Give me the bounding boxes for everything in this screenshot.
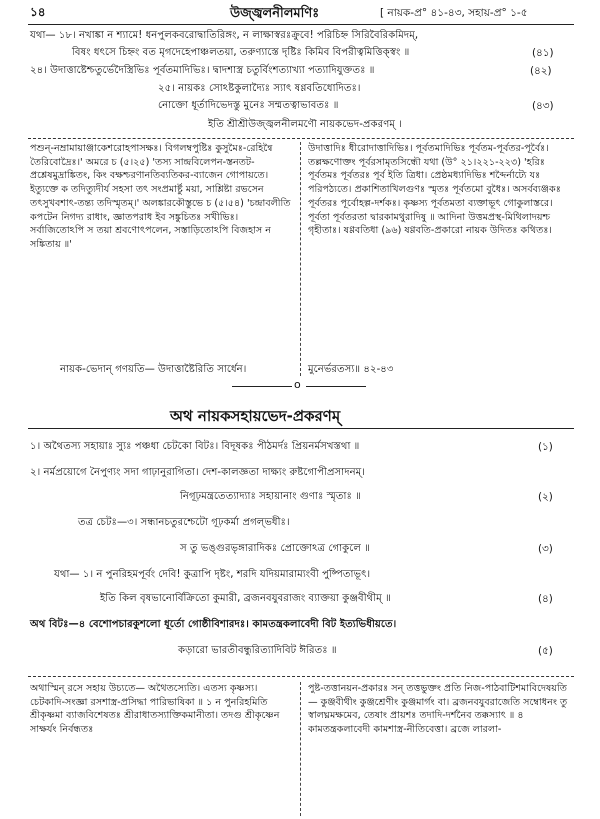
- verse-number: (৫): [538, 645, 553, 657]
- section-reference: [ নায়ক-প্র° ৪১-৪৩, সহায়-প্র° ১-৫: [380, 7, 528, 19]
- verse-line: ২। নর্মপ্রয়োগে নৈপুণ্যং সদা গাঢ়ানুরাগিতা। দেশ-কালজ্ঞতা দাক্ষ্যং রুষ্টগোপীপ্রসাদনম্‌।: [30, 467, 365, 478]
- ornament-dot: o: [294, 378, 301, 391]
- verse-line: যথা— ১। ন পুনরিহমপূর্বং দেবি! কুত্রাপি দৃষ্টং, শরদি যদিয়মারাম্যংবী পুষ্পিতাভূৎ।: [54, 569, 371, 580]
- verse-number: (৪): [538, 593, 553, 605]
- commentary-left: পশুন্-নম্রামায়াঞ্জাকেশরোহপাসক্ষঃ। বিগলম্বপুষ্টিঃ কুসুমৈঃ-রেহিন্বৈ তৈরিবোদ্রৈঃ।' অমরে চ (৫।২৫) 'তস্য সান্দ্রবিলেপন-স্তনতট-প্রশ্লেষমুদ্রাঙ্কিতং, কিং বক্ষশ্চরণানতিব্যতিকর-ব্যাজেন গোপায়তে। ইত্যুক্তে ক তদিত্যুদীর্য সহসা তৎ সংপ্রমার্ষ্টু ময়া, সাশ্লিষ্টা রভসেন তৎসুখবশাৎ-তন্ত্য তদিস্মৃতম্‌।' অলঙ্কারকৌস্তুভে চ (৫।৫৪) 'চন্দ্রাবলীতি কপটেন নিগদ্য রাধাং, জ্ঞাতপরাধ ইব সঙ্কুচিতঃ সখীভিঃ। সর্বাজিতোঽপি স তয়া শ্রবণোৎপলেন, সস্তাড়িতোঽপি বিজহাস ন সঙ্কিতায় ॥': [30, 143, 291, 250]
- header-rule: [28, 24, 574, 25]
- verse-number: (৩): [538, 543, 553, 555]
- verse-line: বিষং ধৎসে চিহ্নং বত মৃগদেহেপাঞ্চলতয়া, তরুণ্যাস্তে দৃষ্টিঃ কিমিব বিপরীত্বমিত্তিক্‌স্বং ॥: [72, 47, 410, 58]
- commentary-left-last: নায়ক-ভেদান্‌ গণয়তি— উদাত্তাষ্টৈরিতি সার্ধেন।: [60, 364, 247, 375]
- section-rule: [28, 138, 574, 139]
- verse-line: অথ বিটঃ—৪ বেশোপচারকুশলো ধূর্তো গোষ্ঠীবিশারদঃ। কামতন্ত্রকলাবেদী বিট ইত্যভিধীয়তে।: [30, 619, 397, 630]
- verse-number: (২): [538, 491, 553, 503]
- verse-line: ২৪। উদাত্তাষ্টেশ্চতুর্ভেদৈস্ত্রিভিঃ পূর্বতমাদিভিঃ। দ্বাদশাস্ত্র চতুর্বিংশত্যাখ্যা পত্যাদিযুক্ততঃ ॥: [30, 65, 375, 76]
- page-number: ১৪: [30, 5, 46, 19]
- ornament-rule-left: [232, 386, 292, 387]
- verse-line: কড়ারো ভারতীবন্ধুরিত্যাদিবিট ঈরিতঃ ॥: [178, 645, 337, 656]
- verse-line: ১। অথৈতস্য সহায়াঃ স্যুঃ পঞ্চধা চেটকো বিটঃ। বিদূষকঃ পীঠমর্দঃ প্রিয়নর্মসখস্তথা ॥: [30, 441, 360, 452]
- verse-number: (৪২): [530, 65, 552, 77]
- column-divider: [300, 142, 301, 376]
- ornament-rule-right: [306, 386, 366, 387]
- verse-number: (৪১): [532, 47, 554, 59]
- verse-line: ইতি কিল বৃষভানোর্বিক্রিতো কুমারী, ব্রজনবযুবরাজং ব্যাক্তয়া কুঞ্জবীথীম্‌ ॥: [100, 593, 391, 604]
- section-heading: অথ নায়কসহায়ভেদ-প্রকরণম্‌: [170, 407, 341, 425]
- column-divider: [300, 682, 301, 816]
- verse-line: ২৫। নায়কঃ সোঽষ্টকুলাদ্যৈঃ স্যাৎ ষণ্ণবতিধোদিতঃ।: [158, 83, 361, 94]
- verse-line: নোক্তো ধূর্তাদিভেদস্তু মুনেঃ সম্মতত্বাভাবতঃ ॥: [158, 100, 339, 111]
- colophon: ইতি শ্রীশ্রীউজ্জ্বলনীলমণৌ নায়কভেদ-প্রকরণম্‌ ।: [208, 119, 402, 130]
- commentary-right-last: মুনের্ভরতস্য॥ ৪২-৪৩: [308, 364, 394, 375]
- commentary-bottom-left: অথাস্মিন্‌ রসে সহায় উচ্যতে— অথৈতস্যেতি। এতস্য কৃষ্ণস্য। চেটকাদি-সংজ্ঞা রসশাস্ত্র-প্রসিদ্ধা পারিভাষিকা ॥ ১ ন পুনরিহমিতি শ্রীকৃষ্ণমা ব্যাজবিশেষতঃ শ্রীরাধাতস্যাক্তিকমানীতা। তদগু শ্রীকৃষ্ণেন সাক্ষর্যং নির্বন্ধতঃ: [30, 683, 280, 736]
- verse-number: (৪৩): [532, 100, 554, 112]
- verse-line: নিগূঢ়মন্ত্রতেত্যাদ্যাঃ সহায়ানাং গুণাঃ স্মৃতাঃ ॥: [180, 491, 361, 502]
- heading-rule: [28, 428, 574, 429]
- verse-line: স তু ভঙ্গুরভৃঙ্গারাদিকঃ প্রোক্তোঽত্র গোকুলে ॥: [180, 543, 370, 554]
- verse-line: যথা— ১৮। নখাঙ্কা ন শ্যামে! ধনপুলকবরোদ্বাতিরিঙ্গং, ন লাক্ষাস্বরঃক্রুবে! পরিচিহ্ন সিরিবৈরিকমিদম্,: [30, 30, 419, 41]
- commentary-right: উদাত্তাদিঃ ধীরোদাত্তাদিভিঃ। পূর্বতমাদিভিঃ পূর্বতম-পূর্বতর-পূর্বৈঃ। তল্লক্ষণোক্তং পূর্বরসামৃতসিন্ধৌ যথা (উ° ২১।২২১-২২৩) 'হরিঃ পূর্বতমঃ পূর্বতরঃ পূর্ব ইতি ত্রিধা। প্রেষ্ঠমধ্যাদিভিঃ শব্দৈর্নাট্যে যঃ পরিপঠ্যতে। প্রকাশিতাখিলগুণঃ স্মৃতঃ পূর্বতমো বুধৈঃ। অসর্বব্যঞ্জকঃ পূর্বতরঃ পূর্বোহল্প-দর্শকঃ। কৃষ্ণস্য পূর্বতমতা ব্যক্তাভূৎ গোকুলাস্তরে। পূর্বতা পূর্বতরতা দ্বারকামথুরাদিষু ॥ আদিনা উত্তমপ্রস্থ-মিথিলাদয়শ্চ গৃহীতাঃ। ষণ্ণবতিধা (৯৬) ষণ্ণবতি-প্রকারো নায়ক উদিতঃ কথিতঃ।: [308, 143, 561, 237]
- verse-number: (১): [538, 441, 553, 453]
- verse-line: তত্র চেটঃ—৩। সন্ধানচতুরশ্চেটো গূঢ়কর্মা প্রগল্ভধীঃ।: [78, 517, 290, 528]
- commentary-bottom-right: পুষ্ট-তত্তানয়ন-প্রকারঃ সন্‌ তত্তভুক্তং প্রতি নিজ-পাঠবাটিশমাবিদেষয়তি— কুঞ্জবীথীং কুঞ্জশ্রেণীং কুঞ্জমার্গং বা। ব্রজনবযুবরাজেতি সম্বোধনং তু স্বালঘ্নমক্ষমেব, তেষাং প্রায়শঃ তদাদি-দর্শনৈব তক্কস্যাৎ ॥ ৪ কামতন্ত্রকলাবেদী কামশাস্ত্র-নীতিবেত্তা। ব্রজে লারলা-: [308, 683, 568, 736]
- section-rule: [28, 676, 574, 677]
- running-title: উজ্জ্বলনীলমণিঃ: [230, 6, 320, 21]
